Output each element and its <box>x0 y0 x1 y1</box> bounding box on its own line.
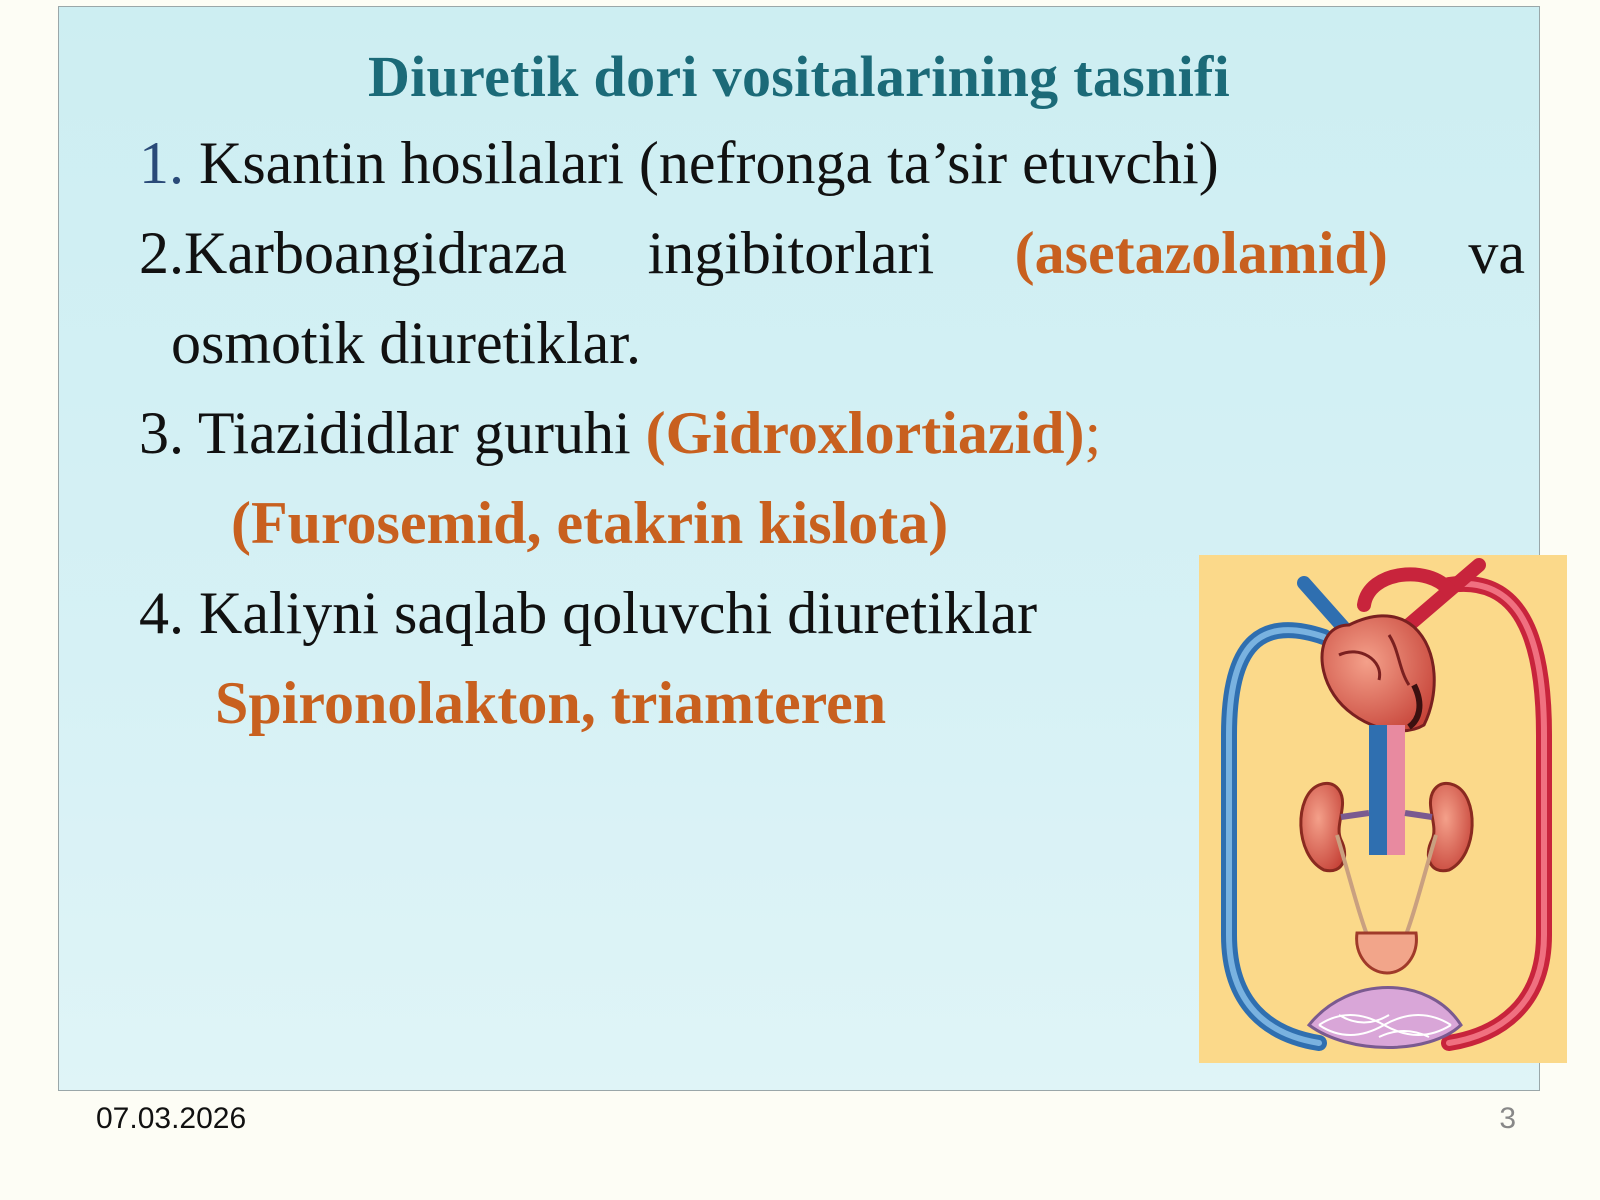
footer-date: 07.03.2026 <box>96 1102 247 1135</box>
list-item-2-part3: va <box>1468 220 1525 286</box>
slide-title: Diuretik dori vositalarining tasnifi <box>367 44 1231 109</box>
list-item-1-number: 1. <box>139 130 184 196</box>
list-item-3 <box>139 399 1101 468</box>
list-item-4-sub-highlight: Spironolakton, triamteren <box>215 670 887 736</box>
list-item-1 <box>139 129 1219 198</box>
slide-panel <box>58 6 1540 1091</box>
list-item-2-part2: ingibitorlari <box>647 220 935 286</box>
list-item-3-sub-highlight: (Furosemid, etakrin kislota) <box>231 490 949 556</box>
list-item-3-highlight: (Gidroxlortiazid) <box>645 400 1085 466</box>
footer-page-number: 3 <box>1499 1102 1516 1135</box>
list-item-2-continuation: osmotik diuretiklar. <box>171 310 641 376</box>
list-item-2 <box>139 219 1525 288</box>
list-item-3-suffix: ; <box>1084 400 1102 466</box>
circulatory-kidney-diagram-icon <box>1199 555 1567 1063</box>
list-item-2-part1: 2.Karboangidraza <box>139 220 568 286</box>
list-item-4: 4. Kaliyni saqlab qoluvchi diuretiklar <box>139 580 1038 646</box>
list-item-1-text: Ksantin hosilalari (nefronga ta’sir etuvchi) <box>184 130 1219 196</box>
list-item-3-text: 3. Tiazididlar guruhi <box>139 400 646 466</box>
list-item-2-highlight: (asetazolamid) <box>1014 220 1388 286</box>
